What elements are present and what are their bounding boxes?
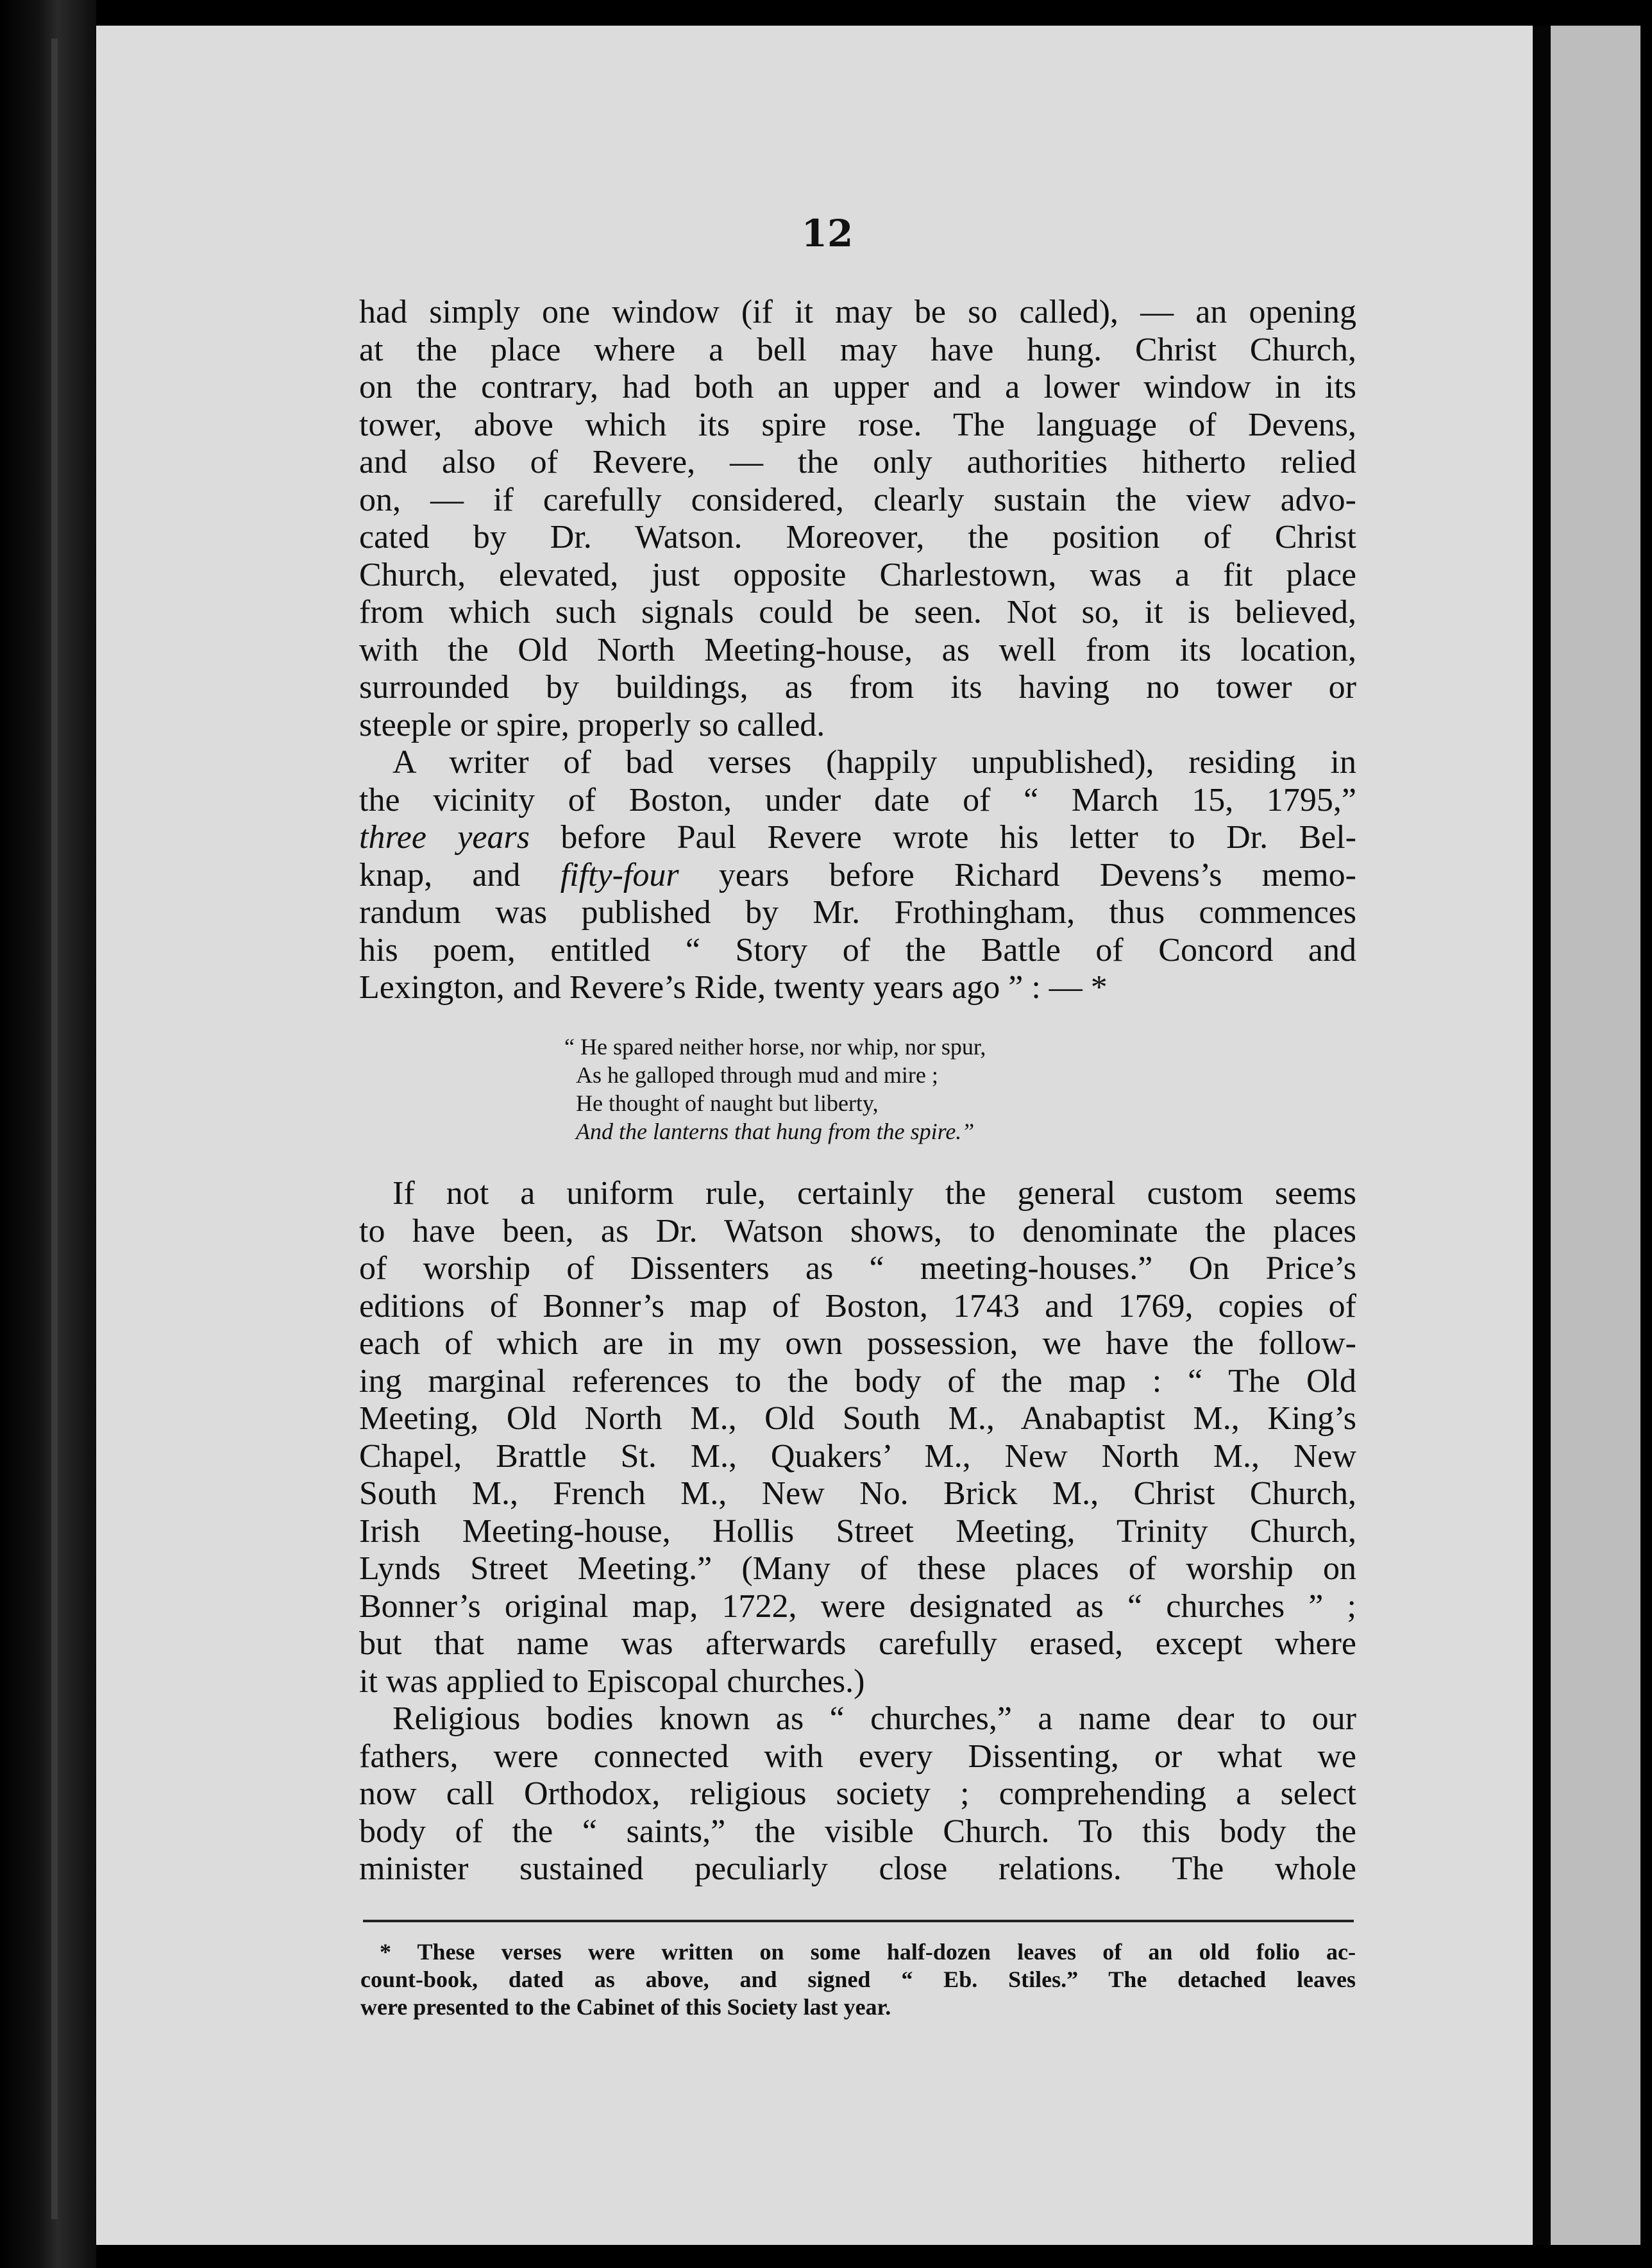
text-run: years before Richard Devens’s memo-: [678, 856, 1356, 893]
text-line: and also of Revere, — the only authorities hitherto relied: [359, 444, 1356, 480]
text-line: editions of Bonner’s map of Boston, 1743 and 1769, copies of: [359, 1287, 1356, 1324]
text-line: Church, elevated, just opposite Charlestown, was a fit place: [359, 556, 1356, 593]
text-line: but that name was afterwards carefully erased, except where: [359, 1625, 1356, 1662]
text-line: steeple or spire, properly so called.: [359, 706, 825, 743]
text-line: Irish Meeting-house, Hollis Street Meeting, Trinity Church,: [359, 1512, 1356, 1550]
text-line: the vicinity of Boston, under date of “ March 15, 1795,”: [359, 781, 1356, 818]
text-line: A writer of bad verses (happily unpublished), residing in: [392, 744, 1356, 781]
text-line: each of which are in my own possession, we have the follow-: [359, 1325, 1356, 1362]
body-text-continued: [359, 1175, 1356, 1888]
text-line: randum was published by Mr. Frothingham, thus commences: [359, 894, 1356, 931]
text-line: at the place where a bell may have hung. Christ Church,: [359, 331, 1356, 368]
text-line: with the Old North Meeting-house, as well from its location,: [359, 631, 1356, 668]
text-line: tower, above which its spire rose. The language of Devens,: [359, 406, 1356, 443]
binding-line: [51, 38, 58, 2219]
poem-line: As he galloped through mud and mire ;: [576, 1062, 938, 1088]
poem-quote: [564, 1033, 1206, 1146]
right-gutter: [1533, 26, 1551, 2245]
text-line: Meeting, Old North M., Old South M., Anabaptist M., King’s: [359, 1400, 1356, 1437]
footnote-line: count-book, dated as above, and signed “ Eb. Stiles.” The detached leaves: [360, 1967, 1356, 1992]
text-line: Lynds Street Meeting.” (Many of these places of worship on: [359, 1550, 1356, 1587]
footnote: [360, 1938, 1356, 2021]
text-line: South M., French M., New No. Brick M., Christ Church,: [359, 1475, 1356, 1512]
text-line: Chapel, Brattle St. M., Quakers’ M., New North M., New: [359, 1437, 1356, 1475]
text-line: Religious bodies known as “ churches,” a name dear to our: [392, 1700, 1356, 1737]
text-line: of worship of Dissenters as “ meeting-houses.” On Price’s: [359, 1250, 1356, 1287]
text-line: it was applied to Episcopal churches.): [359, 1663, 865, 1700]
text-line: now call Orthodox, religious society ; comprehending a select: [359, 1775, 1356, 1812]
text-line: body of the “ saints,” the visible Church. To this body the: [359, 1813, 1356, 1850]
text-run: knap, and: [359, 856, 560, 893]
left-scan-edge: [0, 0, 96, 2268]
text-line: [359, 857, 1356, 895]
poem-line: And the lanterns that hung from the spire.”: [576, 1119, 975, 1144]
text-line: from which such signals could be seen. Not so, it is believed,: [359, 594, 1356, 630]
italic-phrase: three years: [359, 819, 530, 856]
footnote-line: were presented to the Cabinet of this Society last year.: [360, 1994, 891, 2020]
text-line: on the contrary, had both an upper and a lower window in its: [359, 369, 1356, 405]
text-line: to have been, as Dr. Watson shows, to denominate the places: [359, 1212, 1356, 1249]
text-line: [359, 819, 1356, 857]
text-line: Bonner’s original map, 1722, were designated as “ churches ” ;: [359, 1587, 1356, 1625]
text-line: If not a uniform rule, certainly the general custom seems: [392, 1175, 1356, 1212]
page-number: 12: [801, 212, 854, 255]
text-line: had simply one window (if it may be so called), — an opening: [359, 294, 1356, 330]
text-line: his poem, entitled “ Story of the Battle of Concord and: [359, 931, 1356, 969]
text-line: minister sustained peculiarly close relations. The whole: [359, 1850, 1356, 1887]
footnote-line: * These verses were written on some half-dozen leaves of an old folio ac-: [380, 1939, 1356, 1965]
body-text: [359, 294, 1356, 1007]
text-run: before Paul Revere wrote his letter to Dr. Bel-: [529, 819, 1357, 856]
text-line: Lexington, and Revere’s Ride, twenty years ago ” : — *: [359, 969, 1108, 1006]
text-line: surrounded by buildings, as from its having no tower or: [359, 669, 1356, 706]
poem-line: “ He spared neither horse, nor whip, nor spur,: [564, 1034, 986, 1060]
text-line: cated by Dr. Watson. Moreover, the position of Christ: [359, 519, 1356, 555]
italic-phrase: fifty-four: [560, 856, 679, 893]
next-page-edge: [1551, 26, 1640, 2245]
text-line: ing marginal references to the body of the map : “ The Old: [359, 1362, 1356, 1400]
footnote-divider: [363, 1920, 1354, 1922]
text-line: on, — if carefully considered, clearly sustain the view advo-: [359, 481, 1356, 518]
text-line: fathers, were connected with every Dissenting, or what we: [359, 1738, 1356, 1775]
poem-line: He thought of naught but liberty,: [576, 1090, 879, 1116]
